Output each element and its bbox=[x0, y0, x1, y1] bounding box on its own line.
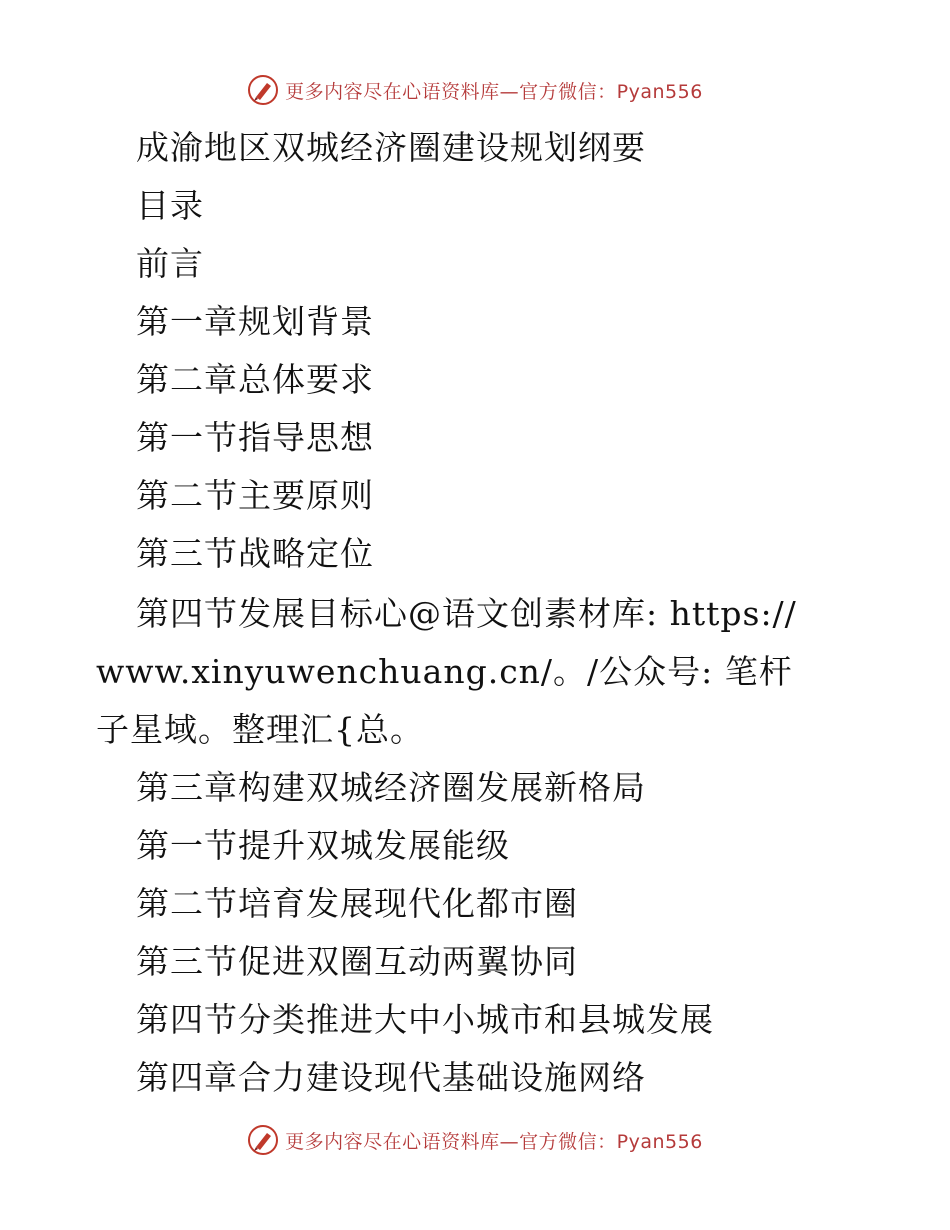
toc-item: 第二节主要原则 bbox=[136, 476, 374, 515]
toc-item: 第四节分类推进大中小城市和县城发展 bbox=[136, 1000, 714, 1039]
toc-item: 第二章总体要求 bbox=[136, 360, 374, 399]
toc-item: 第二节培育发展现代化都市圈 bbox=[136, 884, 578, 923]
pen-logo-icon bbox=[247, 1124, 279, 1156]
pen-logo-icon bbox=[247, 74, 279, 106]
toc-item: 第一节提升双城发展能级 bbox=[136, 826, 510, 865]
toc-item: 前言 bbox=[136, 244, 204, 283]
toc-item: 第一章规划背景 bbox=[136, 302, 374, 341]
footer-banner bbox=[0, 1120, 950, 1160]
banner-content bbox=[247, 1124, 703, 1156]
toc-item-wrapped: 第四节发展目标心@语文创素材库: https://www.xinyuwenchuang.cn/。/公众号: 笔杆子星域。整理汇{总。 bbox=[96, 594, 797, 749]
banner-text: 更多内容尽在心语资料库—官方微信：Pyan556 bbox=[285, 80, 703, 103]
toc-item: 第三章构建双城经济圈发展新格局 bbox=[136, 768, 646, 807]
toc-item: 目录 bbox=[136, 186, 204, 225]
header-banner bbox=[0, 70, 950, 110]
document-title: 成渝地区双城经济圈建设规划纲要 bbox=[136, 128, 646, 167]
banner-content bbox=[247, 74, 703, 106]
toc-item: 第三节促进双圈互动两翼协同 bbox=[136, 942, 578, 981]
toc-item: 第一节指导思想 bbox=[136, 418, 374, 457]
banner-text: 更多内容尽在心语资料库—官方微信：Pyan556 bbox=[285, 1130, 703, 1153]
toc-item: 第三节战略定位 bbox=[136, 534, 374, 573]
toc-item: 第四章合力建设现代基础设施网络 bbox=[136, 1058, 646, 1097]
